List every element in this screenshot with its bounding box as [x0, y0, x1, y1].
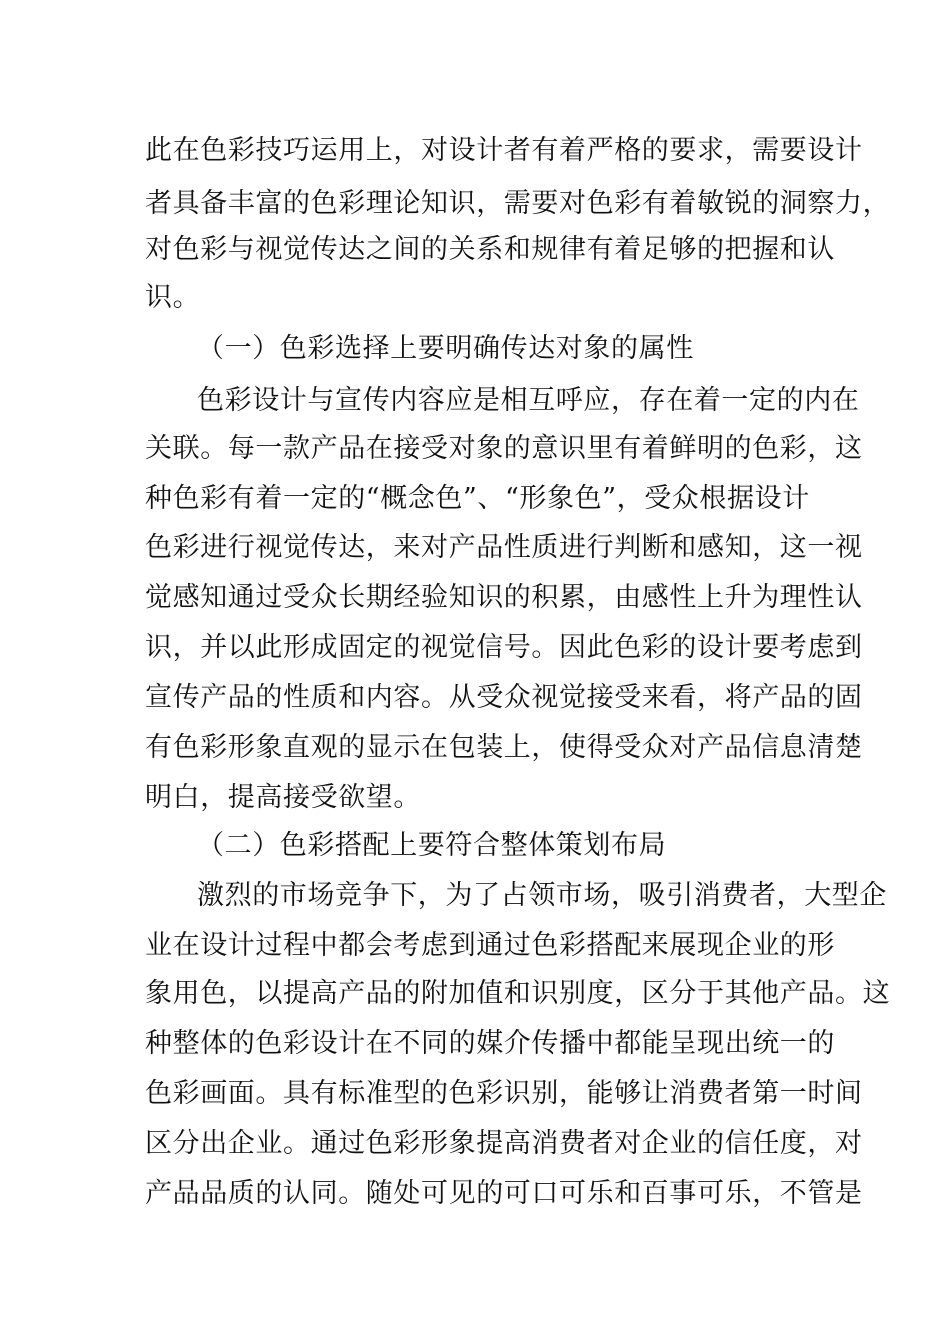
paragraph-line: 色彩进行视觉传达，来对产品性质进行判断和感知，这一视 — [145, 532, 863, 563]
paragraph-line: 识，并以此形成固定的视觉信号。因此色彩的设计要考虑到 — [145, 632, 863, 663]
paragraph-line: 色彩设计与宣传内容应是相互呼应，存在着一定的内在 — [197, 385, 860, 416]
paragraph-line: 种色彩有着一定的“概念色”、“形象色”，受众根据设计 — [145, 483, 810, 514]
paragraph-line: 此在色彩技巧运用上，对设计者有着严格的要求，需要设计 — [145, 135, 863, 166]
paragraph-line: 业在设计过程中都会考虑到通过色彩搭配来展现企业的形 — [145, 930, 835, 961]
paragraph-line: 对色彩与视觉传达之间的关系和规律有着足够的把握和认 — [145, 234, 835, 265]
section-heading-1: （一）色彩选择上要明确传达对象的属性 — [197, 333, 694, 364]
paragraph-line: 关联。每一款产品在接受对象的意识里有着鲜明的色彩，这 — [145, 433, 863, 464]
paragraph-line: 象用色，以提高产品的附加值和识别度，区分于其他产品。这 — [145, 978, 891, 1009]
paragraph-line: 激烈的市场竞争下，为了占领市场，吸引消费者，大型企 — [197, 880, 887, 911]
paragraph-line: 种整体的色彩设计在不同的媒介传播中都能呈现出统一的 — [145, 1028, 835, 1059]
paragraph-line: 有色彩形象直观的显示在包装上，使得受众对产品信息清楚 — [145, 732, 863, 763]
paragraph-line: 者具备丰富的色彩理论知识，需要对色彩有着敏锐的洞察力， — [145, 188, 891, 219]
paragraph-line: 色彩画面。具有标准型的色彩识别，能够让消费者第一时间 — [145, 1078, 863, 1109]
paragraph-line: 明白，提高接受欲望。 — [145, 782, 421, 813]
section-heading-2: （二）色彩搭配上要符合整体策划布局 — [197, 830, 667, 861]
paragraph-line: 识。 — [145, 282, 201, 313]
paragraph-line: 宣传产品的性质和内容。从受众视觉接受来看，将产品的固 — [145, 682, 863, 713]
paragraph-line: 产品品质的认同。随处可见的可口可乐和百事可乐，不管是 — [145, 1178, 863, 1209]
paragraph-line: 觉感知通过受众长期经验知识的积累，由感性上升为理性认 — [145, 582, 863, 613]
paragraph-line: 区分出企业。通过色彩形象提高消费者对企业的信任度，对 — [145, 1128, 863, 1159]
